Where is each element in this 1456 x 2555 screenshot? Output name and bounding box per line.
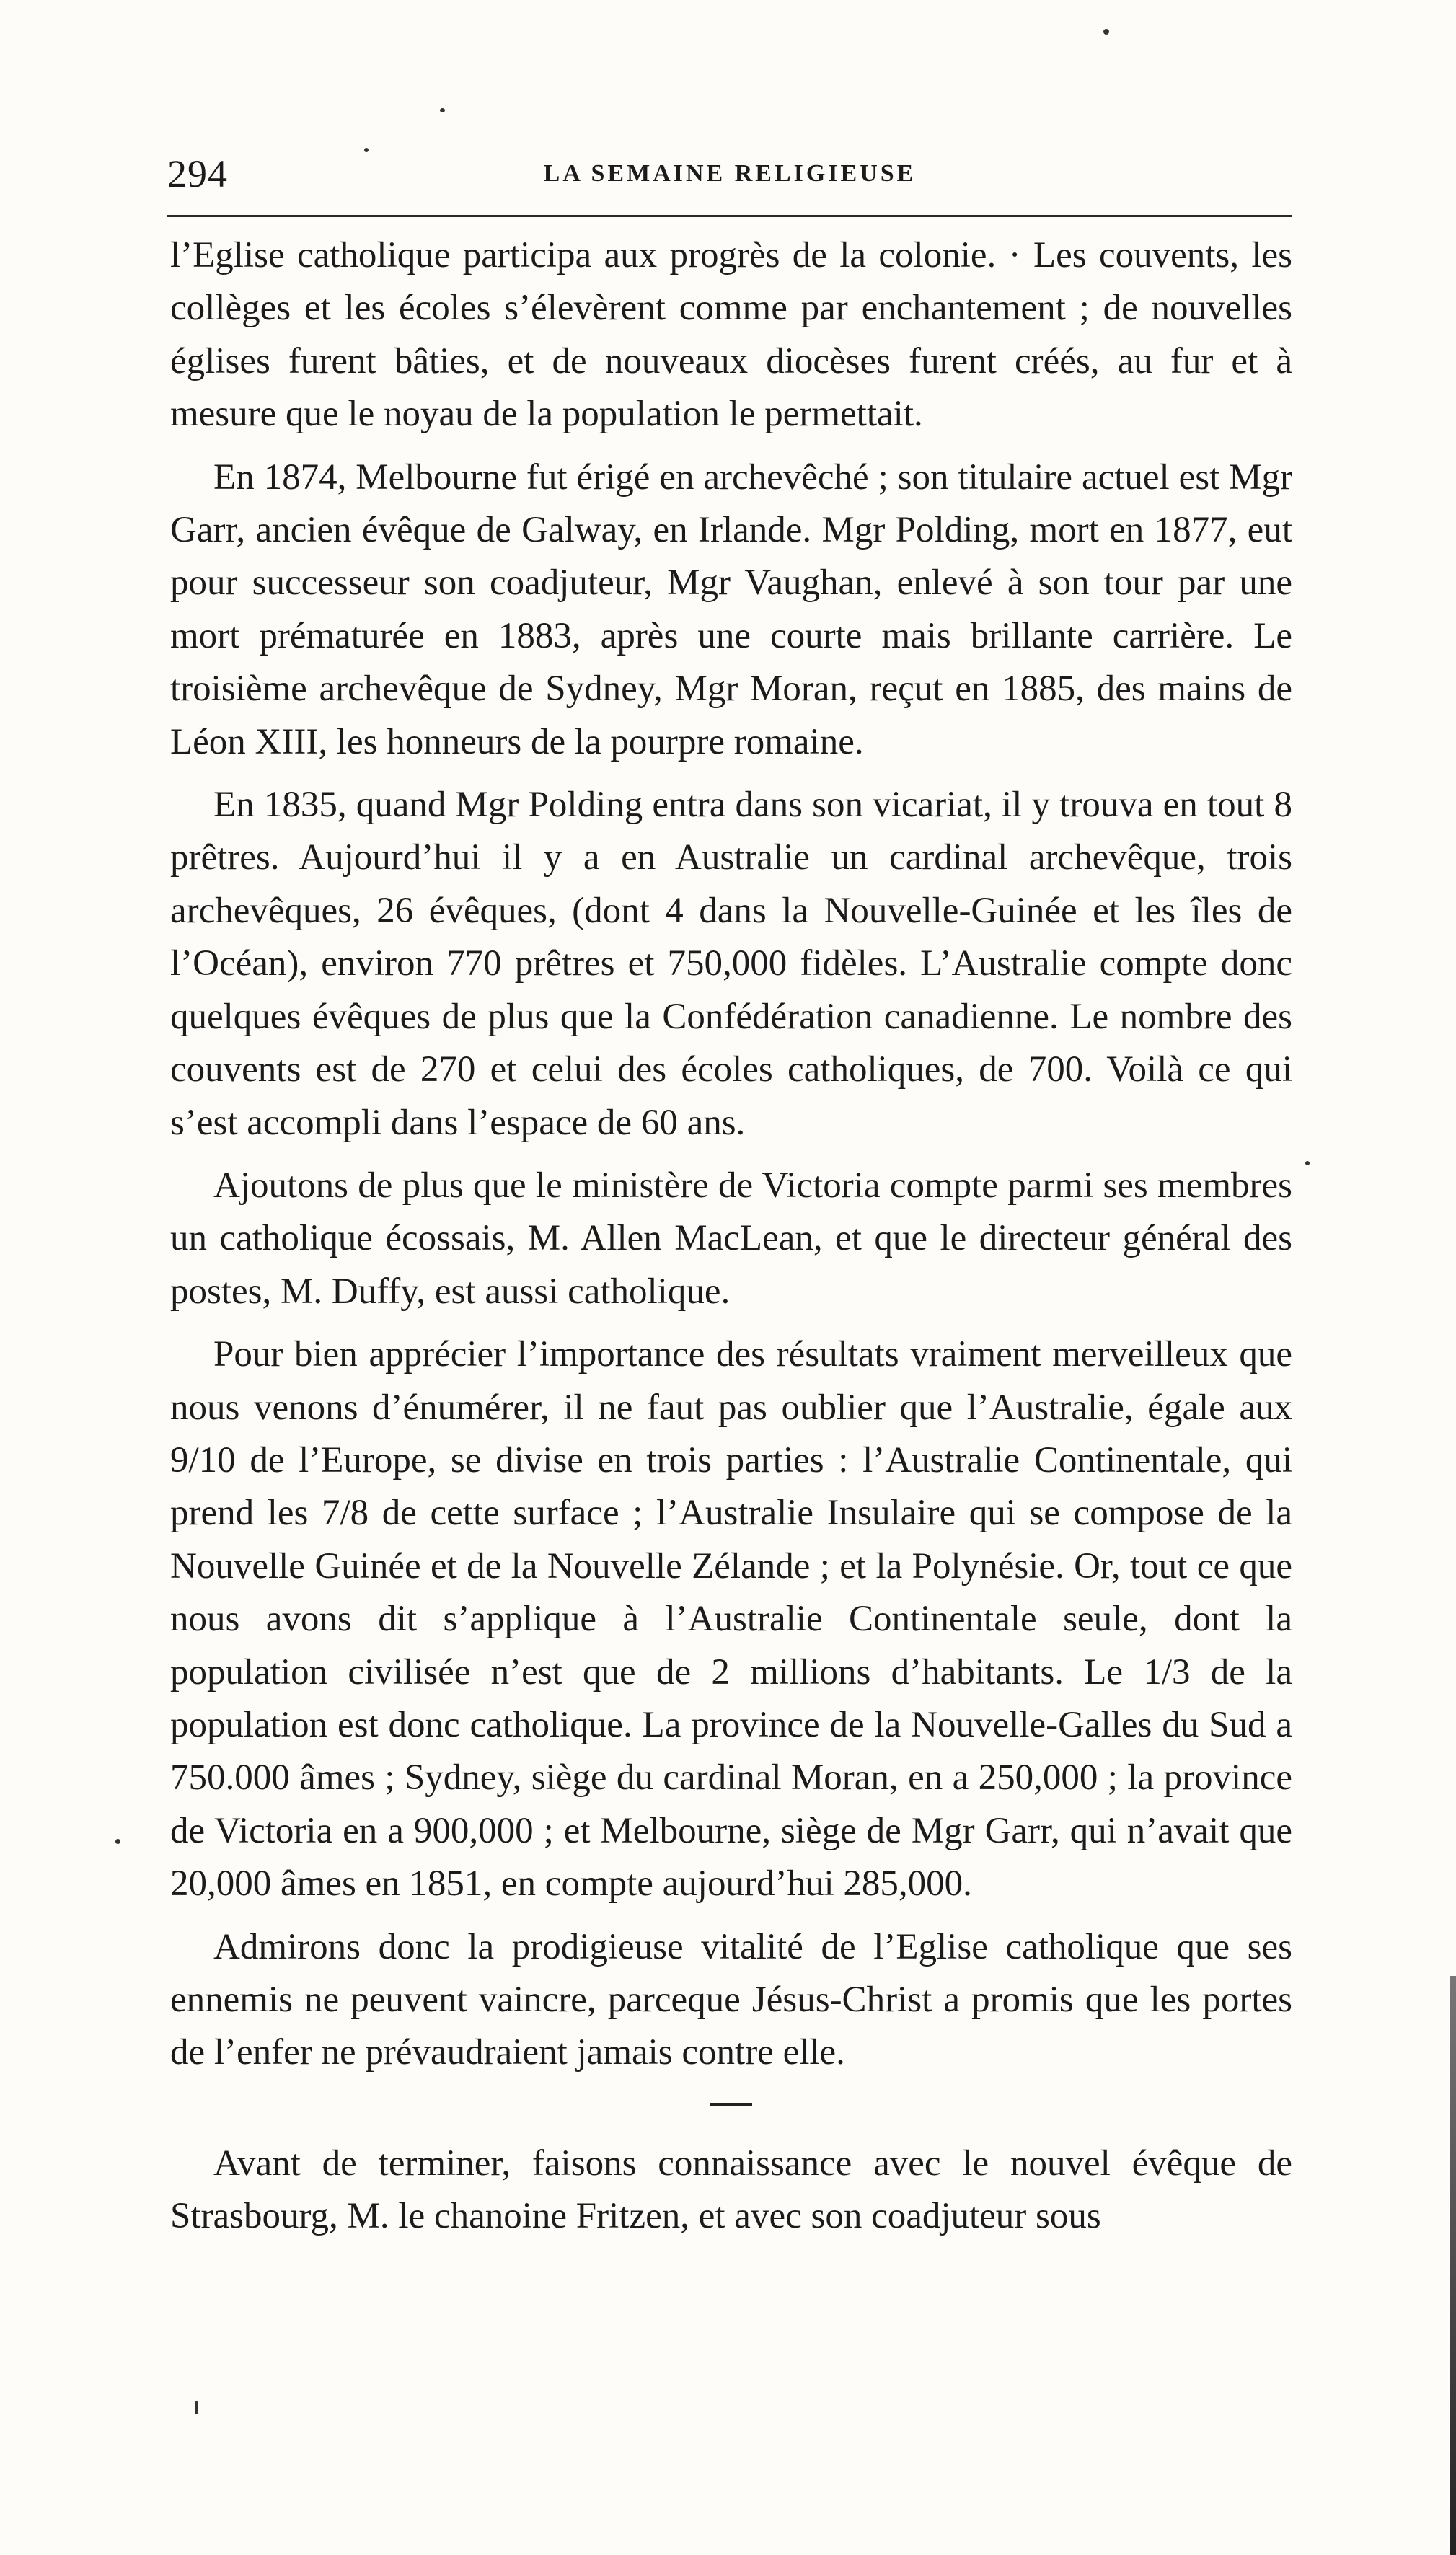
paragraph-statistics: En 1835, quand Mgr Polding entra dans son vicariat, il y trouva en tout 8 prêtres. Aujourd’hui il y a en Australie un cardinal archevêque, trois archevêques, 26 évêques, (dont 4 dans la Nouvelle-Guinée et les îles de l’Océan), environ 770 prêtres et 750,000 fidèles. L’Australie compte donc quelques évêques de plus que la Confédération canadienne. Le nombre des couvents est de 270 et celui des écoles catholiques, de 700. Voilà ce qui s’est accompli dans l’espace de 60 ans. <box>170 785 1292 1143</box>
paragraph-strasbourg: Avant de terminer, faisons connaissance avec le nouvel évêque de Strasbourg, M. le chanoine Fritzen, et avec son coadjuteur sous <box>170 2143 1292 2237</box>
paragraph-geography: Pour bien apprécier l’importance des résultats vraiment merveilleux que nous venons d’énumérer, il ne faut pas oublier que l’Australie, égale aux 9/10 de l’Europe, se divise en trois parties : l’Australie Continentale, qui prend les 7/8 de cette surface ; l’Australie Insulaire qui se compose de la Nouvelle Guinée et de la Nouvelle Zélande ; et la Polynésie. Or, tout ce que nous avons dit s’applique à l’Australie Continentale seule, dont la population civilisée n’est que de 2 millions d’habitants. Le 1/3 de la population est donc catholique. La province de la Nouvelle-Galles du Sud a 750.000 âmes ; Sydney, siège du cardinal Moran, en a 250,000 ; la province de Victoria en a 900,000 ; et Melbourne, siège de Mgr Garr, qui n’avait que 20,000 âmes en 1851, en compte aujourd’hui 285,000. <box>170 1334 1292 1905</box>
page-header <box>167 151 1292 202</box>
scan-speck <box>1103 29 1109 35</box>
scan-edge-shadow <box>1450 1976 1456 2555</box>
section-divider <box>710 2103 752 2106</box>
scan-speck <box>440 108 445 112</box>
paragraph-melbourne: En 1874, Melbourne fut érigé en archevêché ; son titulaire actuel est Mgr Garr, ancien évêque de Galway, en Irlande. Mgr Polding, mort en 1877, eut pour successeur son coadjuteur, Mgr Vaughan, enlevé à son tour par une mort prématurée en 1883, après une courte mais brillante carrière. Le troisième archevêque de Sydney, Mgr Moran, reçut en 1885, des mains de Léon XIII, les honneurs de la pourpre romaine. <box>170 456 1292 762</box>
scan-speck <box>1305 1161 1310 1165</box>
article-body <box>170 229 1292 2243</box>
page-number: 294 <box>167 152 228 195</box>
paragraph-ministry: Ajoutons de plus que le ministère de Victoria compte parmi ses membres un catholique écossais, M. Allen MacLean, et que le directeur général des postes, M. Duffy, est aussi catholique. <box>170 1165 1292 1312</box>
scan-speck <box>115 1839 120 1844</box>
paragraph-vitality: Admirons donc la prodigieuse vitalité de l’Eglise catholique que ses ennemis ne peuvent vaincre, parceque Jésus-Christ a promis que les portes de l’enfer ne prévaudraient jamais contre elle. <box>170 1926 1292 2073</box>
header-rule <box>167 215 1292 217</box>
running-title: LA SEMAINE RELIGIEUSE <box>543 160 917 187</box>
scan-speck <box>195 2401 198 2414</box>
scan-speck <box>364 148 369 152</box>
paragraph-continuation: l’Eglise catholique participa aux progrès de la colonie. · Les couvents, les collèges et les écoles s’élevèrent comme par enchantement ; de nouvelles églises furent bâties, et de nouveaux diocèses furent créés, au fur et à mesure que le noyau de la population le permettait. <box>170 235 1292 435</box>
